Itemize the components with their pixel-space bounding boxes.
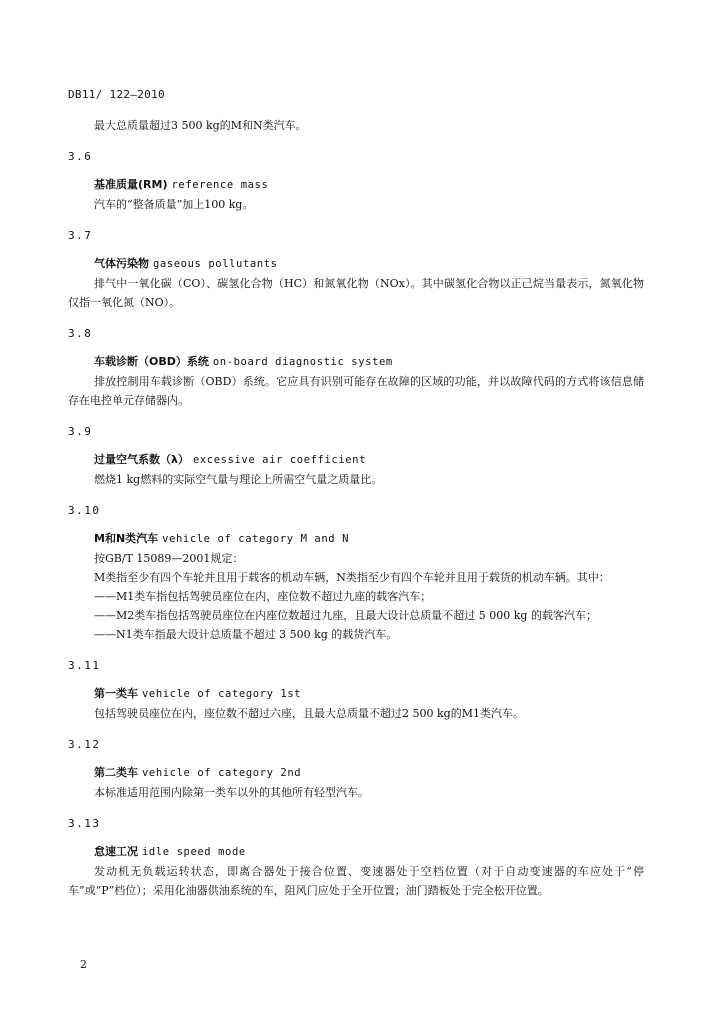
term-chinese: 过量空气系数（λ） — [94, 453, 189, 466]
term-chinese: 第一类车 — [94, 687, 138, 700]
term-english: vehicle of category M and N — [162, 533, 350, 545]
document-body — [68, 116, 644, 900]
intro-paragraph: 最大总质量超过3 500 kg的M和N类汽车。 — [94, 119, 307, 132]
term-heading — [68, 529, 644, 549]
term-english: on-board diagnostic system — [212, 356, 393, 368]
document-header-id: DB11/ 122—2010 — [68, 88, 165, 101]
definition-paragraph: 包括驾驶员座位在内，座位数不超过六座，且最大总质量不超过2 500 kg的M1类汽车。 — [94, 707, 524, 720]
section-number: 3.6 — [68, 150, 93, 163]
definition-paragraph: M类指至少有四个车轮并且用于载客的机动车辆，N类指至少有四个车轮并且用于载货的机动车辆。其中： — [94, 571, 610, 584]
term-heading — [68, 450, 644, 470]
section-number: 3.12 — [68, 738, 101, 751]
term-chinese: 怠速工况 — [94, 845, 138, 858]
term-english: excessive air coefficient — [192, 454, 367, 466]
term-english: reference mass — [171, 179, 269, 191]
term-chinese: 第二类车 — [94, 766, 138, 779]
section-number: 3.10 — [68, 504, 101, 517]
section-number: 3.9 — [68, 425, 93, 438]
list-item: ——N1类车指最大设计总质量不超过 3 500 kg 的载货汽车。 — [94, 628, 398, 641]
term-heading — [68, 175, 644, 195]
term-heading — [68, 684, 644, 704]
term-english: vehicle of category 1st — [142, 688, 302, 700]
term-chinese: M和N类汽车 — [94, 532, 159, 545]
term-english: vehicle of category 2nd — [142, 767, 302, 779]
page-number: 2 — [80, 958, 87, 971]
term-heading — [68, 352, 644, 372]
section-number: 3.11 — [68, 659, 101, 672]
term-chinese: 车载诊断（OBD）系统 — [94, 355, 209, 368]
definition-paragraph: 本标准适用范围内除第一类车以外的其他所有轻型汽车。 — [94, 786, 369, 799]
definition-paragraph: 按GB/T 15089—2001规定： — [94, 552, 244, 565]
definition-paragraph: 排气中一氧化碳（CO）、碳氢化合物（HC）和氮氧化物（NOx）。其中碳氢化合物以正己烷当量表示，氮氧化物仅指一氧化氮（NO）。 — [68, 277, 644, 309]
term-heading — [68, 763, 644, 783]
section-number: 3.13 — [68, 817, 101, 830]
definition-paragraph: 汽车的“整备质量”加上100 kg。 — [94, 198, 254, 211]
definition-paragraph: 排放控制用车载诊断（OBD）系统。它应具有识别可能存在故障的区域的功能，并以故障代码的方式将该信息储存在电控单元存储器内。 — [68, 375, 644, 407]
term-chinese: 气体污染物 — [94, 257, 149, 270]
term-heading — [68, 842, 644, 862]
term-chinese: 基准质量(RM) — [94, 178, 168, 191]
definition-paragraph: 发动机无负载运转状态，即离合器处于接合位置、变速器处于空档位置（对于自动变速器的车应处于“停车”或“P”档位）；采用化油器供油系统的车，阻风门应处于全开位置；油门踏板处于完全松开位置。 — [68, 865, 644, 897]
definition-paragraph: 燃烧1 kg燃料的实际空气量与理论上所需空气量之质量比。 — [94, 473, 383, 486]
list-item: ——M2类车指包括驾驶员座位在内座位数超过九座，且最大设计总质量不超过 5 000 kg 的载客汽车； — [94, 609, 597, 622]
term-english: idle speed mode — [142, 846, 246, 858]
term-heading — [68, 254, 644, 274]
section-number: 3.7 — [68, 229, 93, 242]
term-english: gaseous pollutants — [153, 258, 278, 270]
section-number: 3.8 — [68, 327, 93, 340]
list-item: ——M1类车指包括驾驶员座位在内，座位数不超过九座的载客汽车； — [94, 590, 432, 603]
